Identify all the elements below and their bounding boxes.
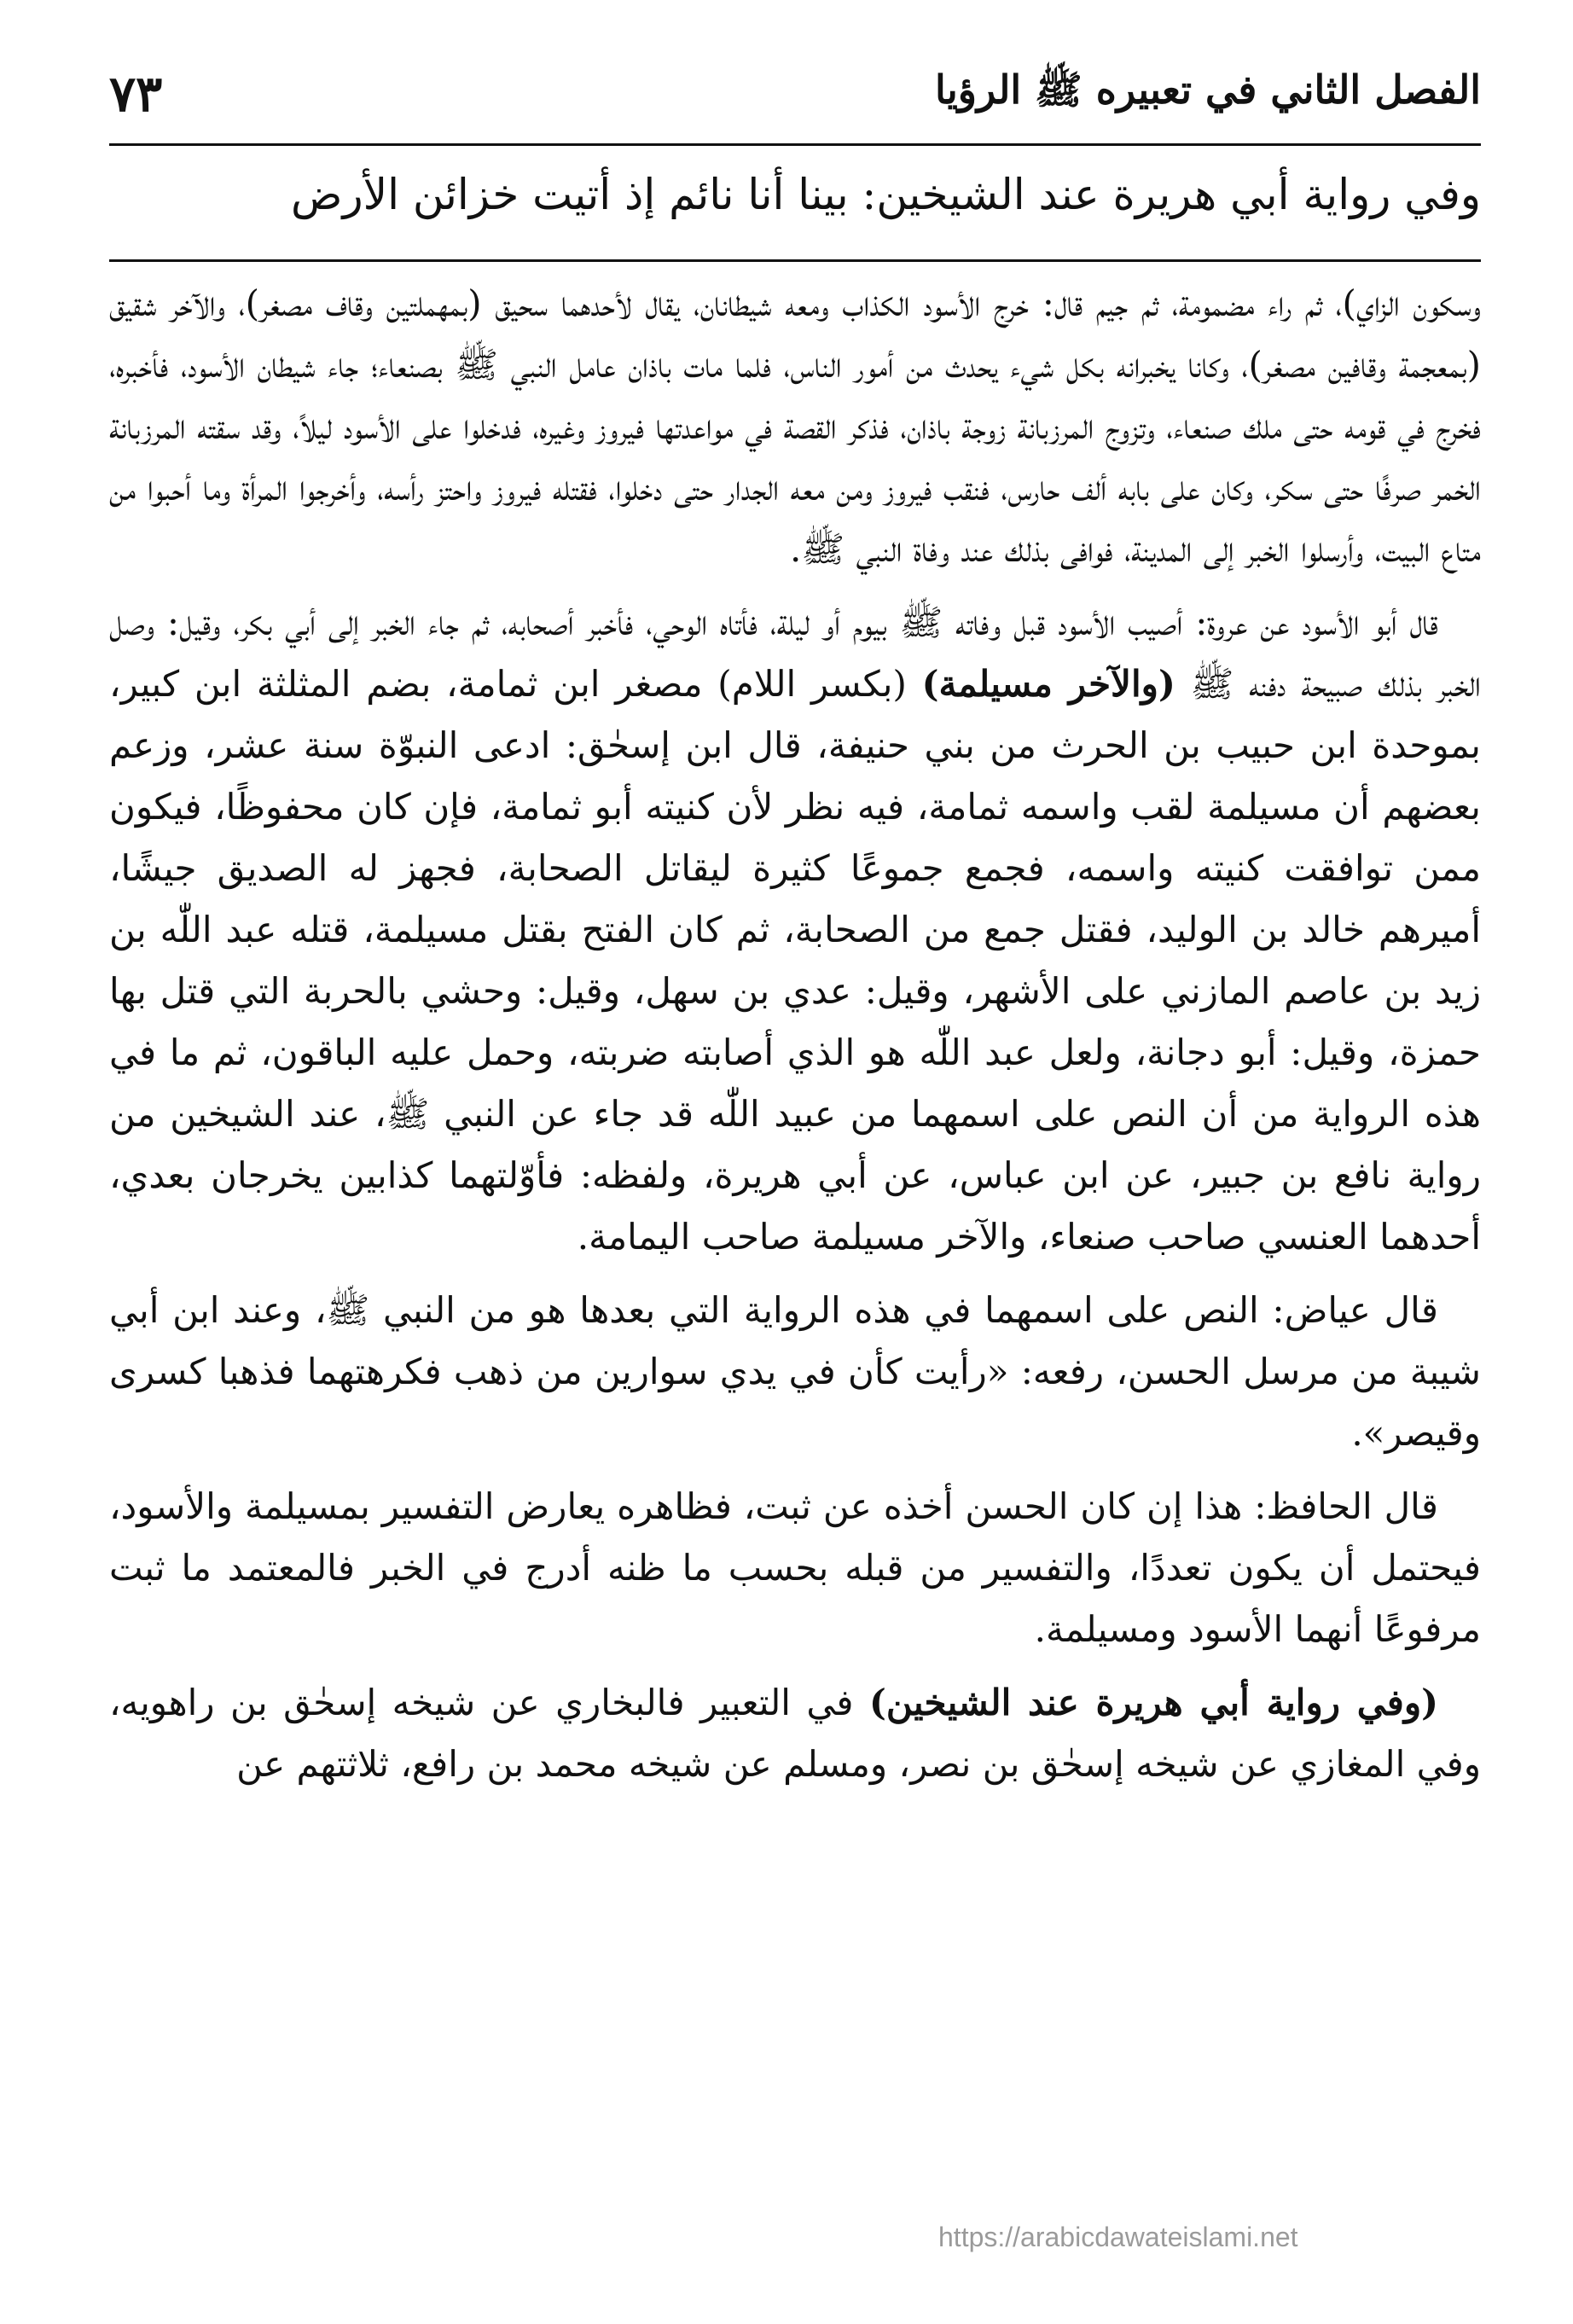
- paragraph-text: وسكون الزاي)، ثم راء مضمومة، ثم جيم قال: خرج الأسود الكذاب ومعه شيطانان، يقال لأحدهما سحيق (بمهملتين وقاف مصغر)، والآخر شقيق (بمعجمة وقافين مصغر)، وكانا يخبرانه بكل شيء يحدث من أمور الناس، فلما مات باذان عامل النبي ﷺ بصنعاء؛ جاء شيطان الأسود، فأخبره، فخرج في قومه حتى ملك صنعاء، وتزوج المرزبانة زوجة باذان، فذكر القصة في مواعدتها فيروز وغيره، فدخلوا على الأسود ليلاً، وقد سقته المرزبانة الخمر صرفًا حتى سكر، وكان على بابه ألف حارس، فنقب فيروز ومن معه الجدار حتى دخلوا، فقتله فيروز واحتز رأسه، وأخرجوا المرأة وما أحبوا من متاع البيت، وأرسلوا الخبر إلى المدينة، فوافى بذلك عند وفاة النبي ﷺ.: [109, 282, 1481, 570]
- paragraph: [109, 1476, 1481, 1660]
- matn-text: وفي رواية أبي هريرة عند الشيخين: بينا أنا نائم إذ أتيت خزائن الأرض: [291, 170, 1481, 219]
- commentary-body: [109, 273, 1481, 1807]
- chapter-title: الفصل الثاني في تعبيره ﷺ الرؤيا: [934, 66, 1481, 113]
- page-header: [109, 51, 1481, 137]
- page-number: ٧٣: [109, 65, 163, 123]
- paragraph-text: قال أبو الأسود عن عروة: أصيب الأسود قبل وفاته ﷺ بيوم أو ليلة، فأتاه الوحي، فأخبر أصحابه، ثم جاء الخبر إلى أبي بكر، وقيل: وصل الخبر بذلك صبيحة دفنه ﷺ: [109, 601, 1481, 705]
- paragraph-text: (بكسر اللام) مصغر ابن ثمامة، بضم المثلثة ابن كبير، بموحدة ابن حبيب بن الحرث من بني حنيفة، قال ابن إسحٰق: ادعى النبوّة سنة عشر، وزعم بعضهم أن مسيلمة لقب واسمه ثمامة، فيه نظر لأن كنيته أبو ثمامة، فإن كان محفوظًا، فيكون ممن توافقت كنيته واسمه، فجمع جموعًا كثيرة ليقاتل الصحابة، فجهز له الصديق جيشًا، أميرهم خالد بن الوليد، فقتل جمع من الصحابة، ثم كان الفتح بقتل مسيلمة، قتله عبد اللّٰه بن زيد بن عاصم المازني على الأشهر، وقيل: عدي بن سهل، وقيل: وحشي بالحربة التي قتل بها حمزة، وقيل: أبو دجانة، ولعل عبد اللّٰه هو الذي أصابته ضربته، وحمل عليه الباقون، ثم ما في هذه الرواية من أن النص على اسمهما من عبيد اللّٰه قد جاء عن النبي ﷺ، عند الشيخين من رواية نافع بن جبير، عن ابن عباس، عن أبي هريرة، ولفظه: فأوّلتهما كذابين يخرجان بعدي، أحدهما العنسي صاحب صنعاء، والآخر مسيلمة صاحب اليمامة.: [109, 663, 1482, 1258]
- header-divider: [109, 143, 1481, 146]
- quoted-matn-phrase: (وفي رواية أبي هريرة عند الشيخين): [869, 1682, 1438, 1723]
- paragraph-text: قال عياض: النص على اسمهما في هذه الرواية التي بعدها هو من النبي ﷺ، وعند ابن أبي شيبة من مرسل الحسن، رفعه: «رأيت كأن في يدي سوارين من ذهب فكرهتهما فذهبا كسرى وقيصر».: [109, 1289, 1481, 1454]
- paragraph: [109, 1672, 1481, 1795]
- paragraph: [109, 592, 1481, 1268]
- watermark-url: https://arabicdawateislami.net: [938, 2222, 1298, 2252]
- paragraph-text: قال الحافظ: هذا إن كان الحسن أخذه عن ثبت، فظاهره يعارض التفسير بمسيلمة والأسود، فيحتمل أن يكون تعددًا، والتفسير من قبله بحسب ما ظنه أدرج في الخبر فالمعتمد ما ثبت مرفوعًا أنهما الأسود ومسيلمة.: [109, 1485, 1481, 1650]
- paragraph-text: في التعبير فالبخاري عن شيخه إسحٰق بن راهويه، وفي المغازي عن شيخه إسحٰق بن نصر، ومسلم عن شيخه محمد بن رافع، ثلاثتهم عن: [109, 1682, 1481, 1785]
- quoted-matn-phrase: (والآخر مسيلمة): [921, 663, 1175, 705]
- paragraph: [109, 273, 1481, 580]
- matn-divider: [109, 259, 1481, 262]
- paragraph: [109, 1280, 1481, 1464]
- book-page: [109, 51, 1481, 2286]
